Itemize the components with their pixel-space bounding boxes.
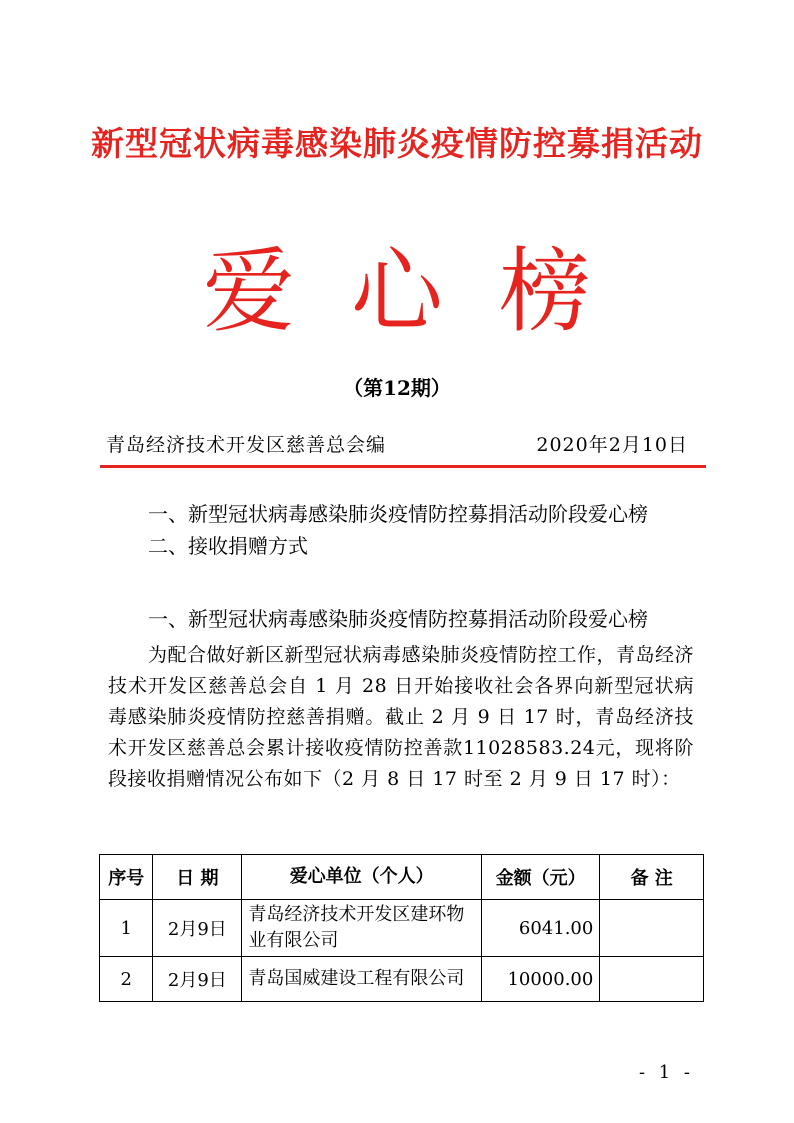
document-title: 新型冠状病毒感染肺炎疫情防控募捐活动 (91, 124, 703, 163)
row-date: 2月9日 (153, 900, 242, 957)
header-note: 备 注 (600, 855, 704, 900)
row-date: 2月9日 (153, 957, 242, 1002)
row-no: 1 (100, 900, 153, 957)
page-number: - 1 - (638, 1062, 694, 1083)
issue-date: 2020年2月10日 (536, 434, 688, 456)
issue-number: （第12期） (343, 376, 451, 400)
row-amount: 10000.00 (482, 957, 600, 1002)
row-unit: 青岛国威建设工程有限公司 (242, 957, 482, 1002)
table-row (100, 900, 704, 957)
row-amount: 6041.00 (482, 900, 600, 957)
header-amount: 金额（元） (482, 855, 600, 900)
red-divider (100, 465, 706, 468)
table-row (100, 957, 704, 1002)
table-header-row (100, 855, 704, 900)
big-title: 爱心榜 (202, 238, 647, 345)
header-date: 日 期 (153, 855, 242, 900)
section-heading: 一、新型冠状病毒感染肺炎疫情防控募捐活动阶段爱心榜 (148, 607, 648, 631)
row-note (600, 957, 704, 1002)
row-unit: 青岛经济技术开发区建环物业有限公司 (242, 900, 482, 957)
donation-table (99, 854, 704, 1002)
header-no: 序号 (100, 855, 153, 900)
toc-item: 一、新型冠状病毒感染肺炎疫情防控募捐活动阶段爱心榜 (148, 502, 648, 526)
row-note (600, 900, 704, 957)
editor-line: 青岛经济技术开发区慈善总会编 (106, 434, 387, 456)
row-no: 2 (100, 957, 153, 1002)
toc-item: 二、接收捐赠方式 (148, 534, 308, 558)
section-paragraph: 为配合做好新区新型冠状病毒感染肺炎疫情防控工作，青岛经济技术开发区慈善总会自 1 月 28 日开始接收社会各界向新型冠状病毒感染肺炎疫情防控慈善捐赠。截止 2 月 9 日 17 时，青岛经济技术开发区慈善总会累计接收疫情防控善款11028583.24元，现将阶段接收捐赠情况公布如下（2 月 8 日 17 时至 2 月 9 日 17 时）： (108, 644, 695, 790)
header-unit: 爱心单位（个人） (242, 855, 482, 900)
